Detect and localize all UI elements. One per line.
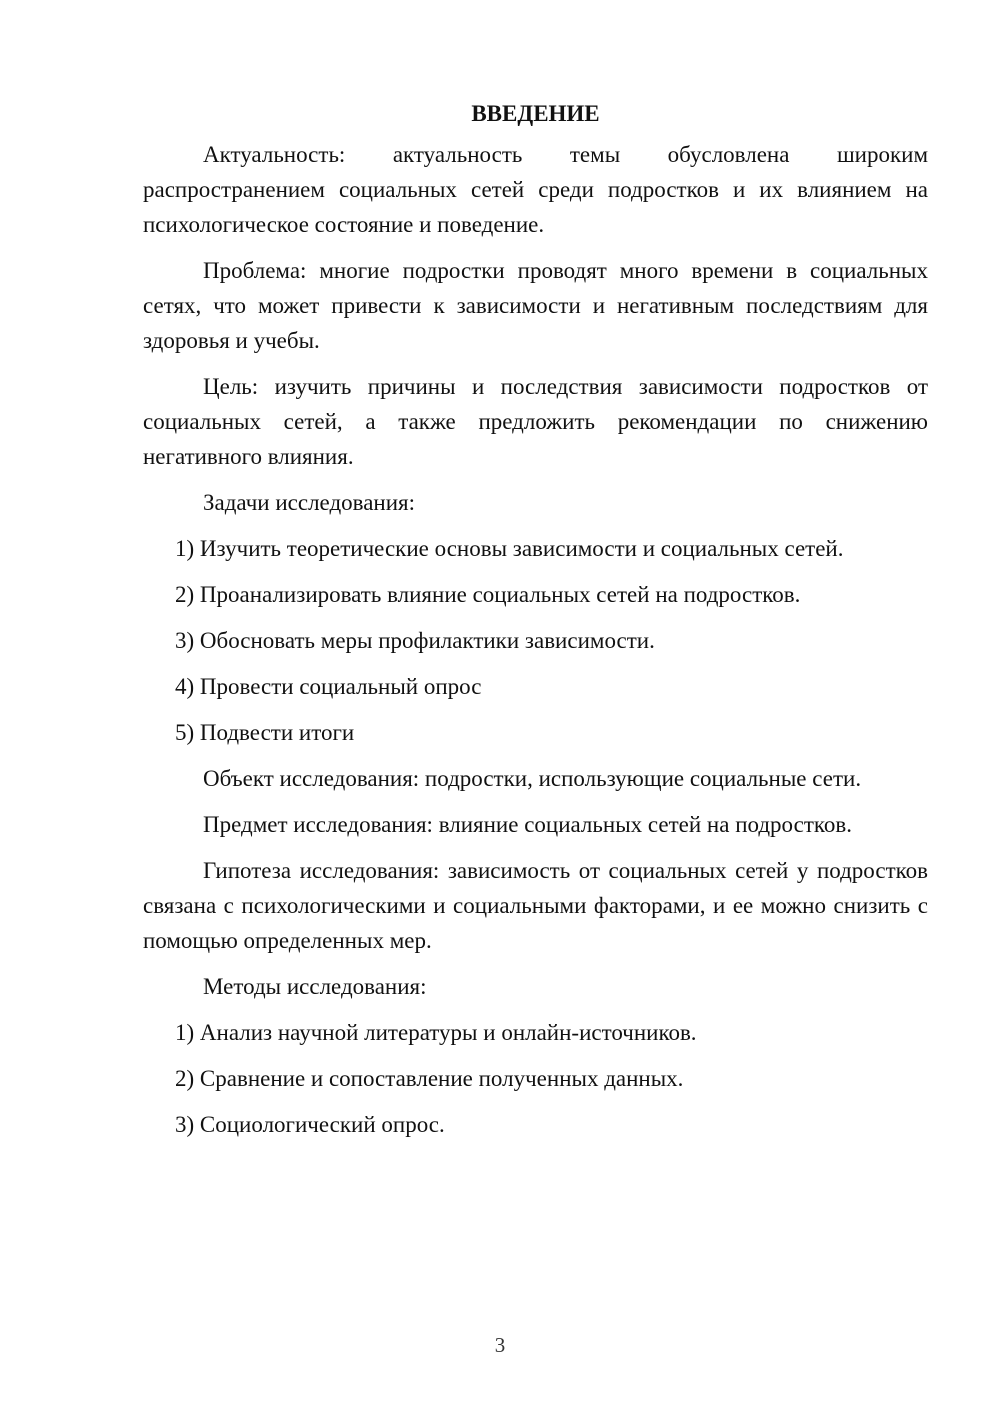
hypothesis-paragraph: Гипотеза исследования: зависимость от социальных сетей у подростков связана с психологическими и социальными факторами, и ее можно снизить с помощью определенных мер.: [143, 858, 928, 953]
method-item: 3) Социологический опрос.: [175, 1112, 445, 1137]
page-number: 3: [494, 1333, 506, 1357]
method-item: 2) Сравнение и сопоставление полученных данных.: [175, 1066, 684, 1091]
page-content: [143, 96, 928, 1153]
task-item: 2) Проанализировать влияние социальных сетей на подростков.: [175, 582, 801, 607]
task-item: 3) Обосновать меры профилактики зависимости.: [175, 628, 655, 653]
problem-paragraph: Проблема: многие подростки проводят много времени в социальных сетях, что может привести к зависимости и негативным последствиям для здоровья и учебы.: [143, 258, 928, 353]
methods-title: Методы исследования:: [203, 974, 427, 999]
section-heading: ВВЕДЕНИЕ: [471, 101, 600, 126]
task-item: 4) Провести социальный опрос: [175, 674, 482, 699]
goal-paragraph: Цель: изучить причины и последствия зависимости подростков от социальных сетей, а также предложить рекомендации по снижению негативного влияния.: [143, 374, 928, 469]
method-item: 1) Анализ научной литературы и онлайн-источников.: [175, 1020, 697, 1045]
relevance-paragraph: Актуальность: актуальность темы обусловлена широким распространением социальных сетей среди подростков и их влиянием на психологическое состояние и поведение.: [143, 142, 928, 237]
object-paragraph: Объект исследования: подростки, использующие социальные сети.: [203, 766, 862, 791]
tasks-title: Задачи исследования:: [203, 490, 416, 515]
task-item: 5) Подвести итоги: [175, 720, 355, 745]
subject-paragraph: Предмет исследования: влияние социальных сетей на подростков.: [203, 812, 852, 837]
task-item: 1) Изучить теоретические основы зависимости и социальных сетей.: [175, 536, 844, 561]
